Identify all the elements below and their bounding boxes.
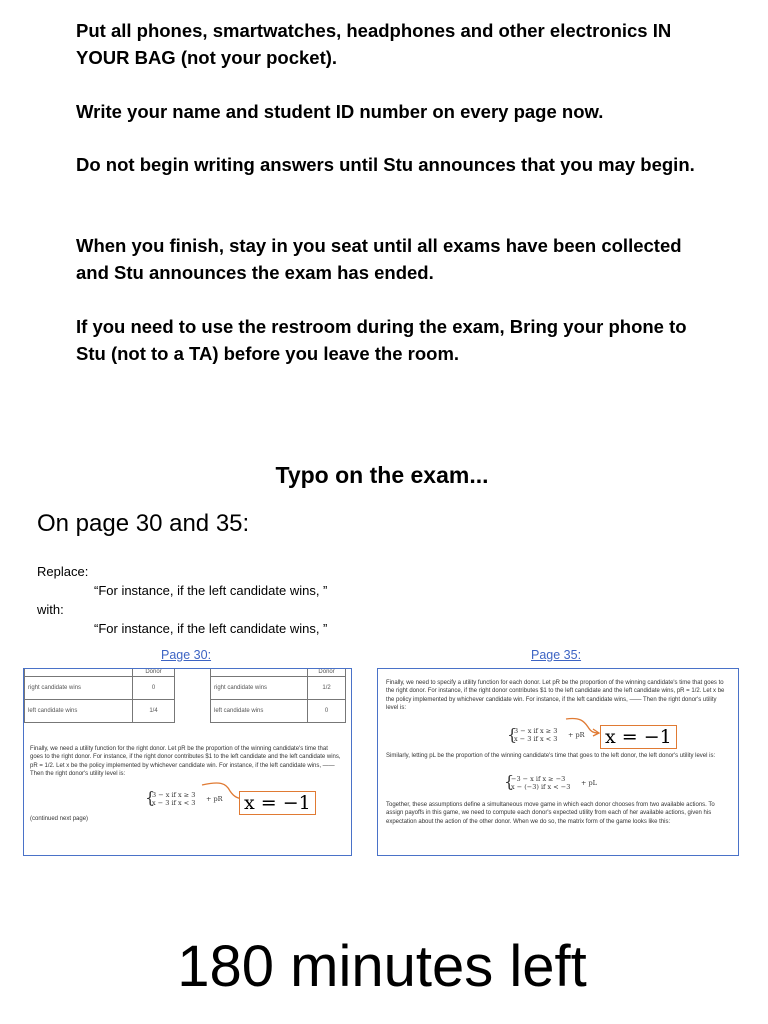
page30-excerpt bbox=[23, 668, 352, 856]
table-cell: left candidate wins bbox=[25, 700, 133, 723]
table-cell: 0 bbox=[133, 677, 175, 700]
instruction-begin: Do not begin writing answers until Stu announces that you may begin. bbox=[76, 154, 695, 175]
piecewise-line: 3 − x if x ≥ 3 bbox=[514, 727, 558, 735]
page35-caption: Page 35: bbox=[531, 648, 582, 662]
plus-term: + pL bbox=[581, 779, 597, 787]
piecewise-line: x − 3 if x < 3 bbox=[514, 735, 558, 743]
table-row bbox=[25, 677, 175, 700]
time-remaining: 180 minutes left bbox=[177, 934, 587, 999]
page35-paragraph-3: Together, these assumptions define a simultaneous move game in which each donor chooses from two available actions. To assign payoffs in this game, we need to compute each donor's expected utility from each of her available actions, given his expectation about the action of the other donor. When we do so, the matrix form of the game looks like this: bbox=[386, 802, 715, 825]
table-cell: right candidate wins bbox=[25, 677, 133, 700]
table-cell: left candidate wins bbox=[211, 700, 308, 723]
page35-paragraph-2: Similarly, letting pL be the proportion of the winning candidate's time that goes to the left donor, the left donor's utility level is: bbox=[386, 753, 716, 759]
brace-icon: { bbox=[504, 772, 515, 791]
replace-text: “For instance, if the left candidate wins, ” bbox=[94, 583, 328, 598]
with-label: with: bbox=[37, 602, 64, 617]
piecewise-line: −3 − x if x ≥ −3 bbox=[511, 775, 566, 783]
page30-paragraph: Finally, we need a utility function for the right donor. Let pR be the proportion of the winning candidate's time that goes to the right donor. For instance, if the right donor contributes $1 to the left candidate and the left candidate wins, pR = 1/2. Let x be the policy implemented by whichever candidate win. For instance, if the left candidate wins, ——Then the right donor's utility level is: bbox=[30, 746, 341, 778]
table-row bbox=[25, 700, 175, 723]
correction-box: x = −1 bbox=[239, 791, 316, 815]
table-row bbox=[211, 700, 346, 723]
table-cell: 1/2 bbox=[308, 677, 346, 700]
payoff-table-left bbox=[24, 668, 175, 723]
replace-label: Replace: bbox=[37, 564, 89, 579]
instruction-electronics: Put all phones, smartwatches, headphones and other electronics IN YOUR BAG (not your pocket). bbox=[76, 20, 672, 68]
table-row bbox=[211, 677, 346, 700]
table-header: Donor bbox=[133, 668, 175, 677]
page30-caption: Page 30: bbox=[161, 648, 212, 662]
payoff-table-right bbox=[210, 668, 346, 723]
page35-paragraph-1: Finally, we need to specify a utility function for each donor. Let pR be the proportion of the winning candidate's time that goes to the right donor. For instance, if the right donor contributes $1 to the left candidate and the left candidate wins, pR = 1/2. Let x be the policy implemented by whichever candidate win. For instance, if the left candidate wins, —— Then the right donor's utility level is: bbox=[386, 680, 725, 712]
piecewise-line: x − 3 if x < 3 bbox=[152, 799, 196, 807]
piecewise-line: 3 − x if x ≥ 3 bbox=[152, 791, 196, 799]
instruction-name-id: Write your name and student ID number on every page now. bbox=[76, 101, 604, 122]
correction-box: x = −1 bbox=[600, 725, 677, 749]
instruction-finish: When you finish, stay in you seat until all exams have been collected and Stu announces the exam has ended. bbox=[76, 235, 682, 283]
table-cell: 1/4 bbox=[133, 700, 175, 723]
table-header: Donor bbox=[308, 668, 346, 677]
typo-title: Typo on the exam... bbox=[275, 462, 489, 488]
arrow-icon bbox=[564, 713, 602, 741]
plus-term: + pR bbox=[206, 795, 223, 803]
brace-icon: { bbox=[145, 788, 156, 807]
piecewise-line: x − (−3) if x < −3 bbox=[511, 783, 571, 791]
typo-pages: On page 30 and 35: bbox=[37, 510, 250, 537]
continued-note: (continued next page) bbox=[30, 816, 89, 822]
table-cell: right candidate wins bbox=[211, 677, 308, 700]
table-cell: 0 bbox=[308, 700, 346, 723]
instruction-restroom: If you need to use the restroom during the exam, Bring your phone to Stu (not to a TA) before you leave the room. bbox=[76, 316, 687, 364]
page35-excerpt bbox=[377, 668, 739, 856]
plus-term: + pR bbox=[568, 731, 585, 739]
with-text: “For instance, if the left candidate wins, ” bbox=[94, 621, 328, 636]
brace-icon: { bbox=[507, 725, 518, 744]
